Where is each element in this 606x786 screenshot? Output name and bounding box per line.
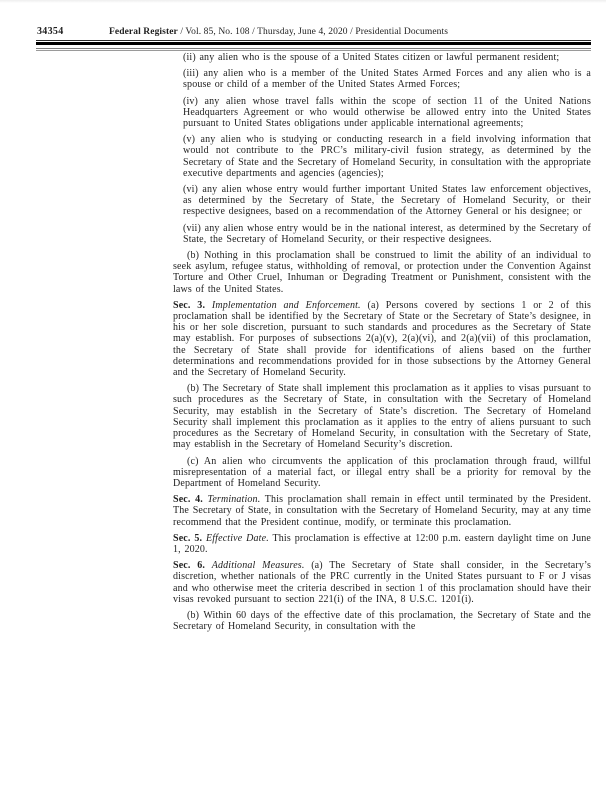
publication-name: Federal Register bbox=[109, 26, 178, 37]
paragraph-iii: (iii) any alien who is a member of the United States Armed Forces and any alien who is a spouse or child of a member of the United States Armed Forces; bbox=[183, 68, 591, 91]
running-head-citation bbox=[109, 27, 448, 38]
paragraph-vi: (vi) any alien whose entry would further important United States law enforcement objectives, as determined by the Secretary of State, the Secretary of Homeland Security, or their respective designees, based on a recommendation of the Attorney General or his designee; or bbox=[183, 184, 591, 218]
paragraph-ii: (ii) any alien who is the spouse of a United States citizen or lawful permanent resident; bbox=[183, 52, 560, 63]
section-3-title: Implementation and Enforcement. bbox=[211, 299, 361, 311]
paragraph-v: (v) any alien who is studying or conducting research in a field involving information that would not contribute to the PRC’s military-civil fusion strategy, as determined by the Secretary of State and the Secretary of Homeland Security, in consultation with the appropriate executive departments and agencies (agencies); bbox=[183, 134, 591, 179]
section-6-paragraph bbox=[173, 560, 591, 605]
paragraph-2b: (b) Nothing in this proclamation shall be construed to limit the ability of an individual to seek asylum, refugee status, withholding of removal, or protection under the Convention Against Torture and Other Cruel, Inhuman or Degrading Treatment or Punishment, consistent with the laws of the United States. bbox=[173, 250, 591, 295]
paragraph-iv: (iv) any alien whose travel falls within the scope of section 11 of the United Nations Headquarters Agreement or who would otherwise be allowed entry into the United States pursuant to United States obligations under applicable international agreements; bbox=[183, 95, 591, 130]
section-4-title: Termination. bbox=[207, 494, 261, 506]
paragraph-3b: (b) The Secretary of State shall implement this proclamation as it applies to visas pursuant to such procedures as the Secretary of State, in consultation with the Secretary of Homeland Security, may establish in the Secretary of State’s discretion. The Secretary of Homeland Security shall implement this proclamation as it applies to the entry of aliens pursuant to such procedures as the Secretary of Homeland Security, in consultation with the Secretary of State, may establish in the Secretary of Homeland Security’s discretion. bbox=[173, 383, 591, 451]
section-5-title: Effective Date. bbox=[206, 532, 269, 544]
page-number: 34354 bbox=[37, 26, 64, 37]
section-4-text: This proclamation shall remain in effect until terminated by the President. The Secretary of State, in consultation with the Secretary of Homeland Security, may at any time recommend that the President continue, modify, or terminate this proclamation. bbox=[173, 494, 591, 528]
rule-gray-2 bbox=[36, 50, 591, 51]
section-4-label: Sec. 4. bbox=[173, 494, 203, 506]
section-4-paragraph bbox=[173, 494, 591, 528]
header-rule bbox=[36, 40, 591, 51]
paragraph-6b: (b) Within 60 days of the effective date of this proclamation, the Secretary of State and the Secretary of Homeland Security, in consultation with the bbox=[173, 609, 591, 633]
document-body bbox=[173, 52, 591, 632]
section-3-text: (a) Persons covered by sections 1 or 2 of this proclamation shall be identified by the Secretary of State or the Secretary of State’s designee, in his or her sole discretion, pursuant to such standards and procedures as the Secretary of State may establish. For purposes of subsections 2(a)(v), 2(a)(vi), and 2(a)(vii) of this proclamation, the Secretary of State shall provide for identifications of aliens based on the further determinations and recommendations provided for in those subsections by the Attorney General and the Secretary of Homeland Security. bbox=[173, 299, 591, 379]
section-5-paragraph bbox=[173, 533, 591, 555]
page-top-edge bbox=[0, 0, 606, 3]
section-6-label: Sec. 6. bbox=[173, 560, 206, 572]
citation-text: / Vol. 85, No. 108 / Thursday, June 4, 2020 / Presidential Documents bbox=[180, 26, 449, 37]
section-6-text: (a) The Secretary of State shall consider, in the Secretary’s discretion, whether nationals of the PRC currently in the United States pursuant to F or J visas and who otherwise meet the criteria described in section 1 of this proclamation should have their visas revoked pursuant to section 221(i) of the INA, 8 U.S.C. 1201(i). bbox=[173, 560, 591, 605]
section-3-label: Sec. 3. bbox=[173, 299, 206, 311]
section-5-text: This proclamation is effective at 12:00 p.m. eastern daylight time on June 1, 2020. bbox=[173, 532, 591, 555]
section-5-label: Sec. 5. bbox=[173, 532, 203, 544]
section-3-paragraph bbox=[173, 300, 591, 378]
paragraph-3c: (c) An alien who circumvents the application of this proclamation through fraud, willful misrepresentation of a material fact, or illegal entry shall be a priority for removal by the Department of Homeland Security. bbox=[173, 455, 591, 489]
paragraph-vii: (vii) any alien whose entry would be in the national interest, as determined by the Secretary of State, the Secretary of Homeland Security, or their respective designees. bbox=[183, 222, 591, 245]
section-6-title: Additional Measures. bbox=[211, 560, 305, 572]
